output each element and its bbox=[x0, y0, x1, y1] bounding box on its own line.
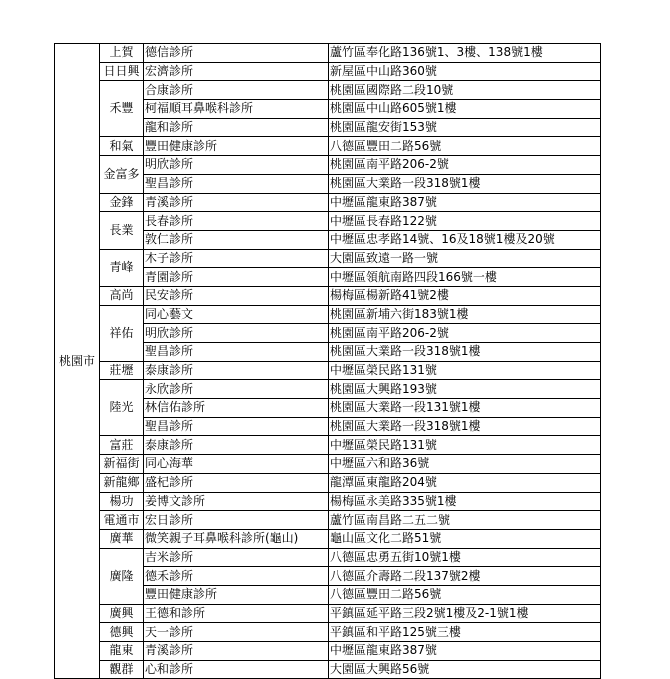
clinic-address-cell: 中壢區忠孝路14號、16及18號1樓及20號 bbox=[329, 230, 601, 249]
table-row bbox=[55, 642, 601, 661]
table-row bbox=[55, 305, 601, 324]
clinic-address-cell: 中壢區領航南路四段166號一樓 bbox=[329, 268, 601, 287]
clinic-address-cell: 八德區忠勇五街10號1樓 bbox=[329, 548, 601, 567]
clinic-address-cell: 龍潭區東龍路204號 bbox=[329, 473, 601, 492]
clinic-address-cell: 桃園區新埔六街183號1樓 bbox=[329, 305, 601, 324]
table-row bbox=[55, 529, 601, 548]
clinic-name-cell: 德禾診所 bbox=[144, 567, 329, 586]
clinic-name-cell: 微笑親子耳鼻喉科診所(龜山) bbox=[144, 529, 329, 548]
clinic-name-cell: 德信診所 bbox=[144, 44, 329, 63]
clinic-name-cell: 心和診所 bbox=[144, 660, 329, 679]
table-row bbox=[55, 436, 601, 455]
clinic-address-cell: 平鎮區和平路125號三樓 bbox=[329, 623, 601, 642]
clinic-address-cell: 中壢區長春路122號 bbox=[329, 212, 601, 231]
clinic-table-body bbox=[55, 44, 601, 679]
village-cell: 祥佑 bbox=[100, 305, 144, 361]
table-row bbox=[55, 623, 601, 642]
village-cell: 金鋒 bbox=[100, 193, 144, 212]
clinic-address-cell: 桃園區大興路193號 bbox=[329, 380, 601, 399]
clinic-address-cell: 蘆竹區南昌路二五二號 bbox=[329, 511, 601, 530]
clinic-address-cell: 桃園區龍安街153號 bbox=[329, 118, 601, 137]
village-cell: 龍東 bbox=[100, 642, 144, 661]
clinic-name-cell: 聖昌診所 bbox=[144, 343, 329, 362]
table-row bbox=[55, 44, 601, 63]
clinic-address-cell: 蘆竹區奉化路136號1、3樓、138號1樓 bbox=[329, 44, 601, 63]
village-cell: 莊壢 bbox=[100, 361, 144, 380]
clinic-name-cell: 敦仁診所 bbox=[144, 230, 329, 249]
village-cell: 金富多 bbox=[100, 156, 144, 193]
clinic-name-cell: 聖昌診所 bbox=[144, 174, 329, 193]
village-cell: 日日興 bbox=[100, 62, 144, 81]
table-row bbox=[55, 62, 601, 81]
clinic-address-cell: 楊梅區楊新路41號2樓 bbox=[329, 286, 601, 305]
clinic-address-cell: 中壢區龍東路387號 bbox=[329, 193, 601, 212]
clinic-name-cell: 宏日診所 bbox=[144, 511, 329, 530]
clinic-name-cell: 姜博文診所 bbox=[144, 492, 329, 511]
village-cell: 長業 bbox=[100, 212, 144, 249]
clinic-address-cell: 中壢區榮民路131號 bbox=[329, 361, 601, 380]
village-cell: 廣隆 bbox=[100, 548, 144, 604]
village-cell: 楊功 bbox=[100, 492, 144, 511]
clinic-name-cell: 王德和診所 bbox=[144, 604, 329, 623]
village-cell: 青峰 bbox=[100, 249, 144, 286]
clinic-address-cell: 桃園區大業路一段131號1樓 bbox=[329, 399, 601, 418]
clinic-name-cell: 青溪診所 bbox=[144, 642, 329, 661]
village-cell: 陸光 bbox=[100, 380, 144, 436]
clinic-address-cell: 桃園區中山路605號1樓 bbox=[329, 100, 601, 119]
table-row bbox=[55, 455, 601, 474]
table-row bbox=[55, 81, 601, 100]
clinic-name-cell: 豐田健康診所 bbox=[144, 585, 329, 604]
clinic-name-cell: 同心藝文 bbox=[144, 305, 329, 324]
clinic-name-cell: 豐田健康診所 bbox=[144, 137, 329, 156]
clinic-name-cell: 柯福順耳鼻喉科診所 bbox=[144, 100, 329, 119]
clinic-address-cell: 八德區豐田二路56號 bbox=[329, 585, 601, 604]
table-row bbox=[55, 548, 601, 567]
clinic-name-cell: 明欣診所 bbox=[144, 156, 329, 175]
table-row bbox=[55, 473, 601, 492]
village-cell: 新福街 bbox=[100, 455, 144, 474]
village-cell: 富莊 bbox=[100, 436, 144, 455]
table-row bbox=[55, 492, 601, 511]
clinic-name-cell: 林信佑診所 bbox=[144, 399, 329, 418]
clinic-address-cell: 中壢區六和路36號 bbox=[329, 455, 601, 474]
clinic-address-cell: 大園區致遠一路一號 bbox=[329, 249, 601, 268]
clinic-name-cell: 泰康診所 bbox=[144, 361, 329, 380]
clinic-address-cell: 桃園區南平路206-2號 bbox=[329, 324, 601, 343]
clinic-name-cell: 永欣診所 bbox=[144, 380, 329, 399]
clinic-name-cell: 聖昌診所 bbox=[144, 417, 329, 436]
clinic-name-cell: 青園診所 bbox=[144, 268, 329, 287]
village-cell: 高尚 bbox=[100, 286, 144, 305]
clinic-address-cell: 楊梅區永美路335號1樓 bbox=[329, 492, 601, 511]
clinic-name-cell: 龍和診所 bbox=[144, 118, 329, 137]
clinic-name-cell: 同心海華 bbox=[144, 455, 329, 474]
clinic-address-cell: 桃園區國際路二段10號 bbox=[329, 81, 601, 100]
village-cell: 禾豐 bbox=[100, 81, 144, 137]
village-cell: 德興 bbox=[100, 623, 144, 642]
clinic-address-cell: 桃園區南平路206-2號 bbox=[329, 156, 601, 175]
clinic-address-cell: 桃園區大業路一段318號1樓 bbox=[329, 343, 601, 362]
clinic-name-cell: 合康診所 bbox=[144, 81, 329, 100]
clinic-address-cell: 中壢區龍東路387號 bbox=[329, 642, 601, 661]
clinic-name-cell: 長春診所 bbox=[144, 212, 329, 231]
clinic-table bbox=[54, 43, 601, 679]
clinic-address-cell: 大園區大興路56號 bbox=[329, 660, 601, 679]
village-cell: 廣華 bbox=[100, 529, 144, 548]
clinic-name-cell: 青溪診所 bbox=[144, 193, 329, 212]
clinic-name-cell: 明欣診所 bbox=[144, 324, 329, 343]
village-cell: 和氣 bbox=[100, 137, 144, 156]
clinic-name-cell: 民安診所 bbox=[144, 286, 329, 305]
clinic-address-cell: 桃園區大業路一段318號1樓 bbox=[329, 417, 601, 436]
clinic-address-cell: 平鎮區延平路三段2號1樓及2-1號1樓 bbox=[329, 604, 601, 623]
table-row bbox=[55, 361, 601, 380]
village-cell: 廣興 bbox=[100, 604, 144, 623]
table-row bbox=[55, 137, 601, 156]
clinic-name-cell: 吉米診所 bbox=[144, 548, 329, 567]
table-row bbox=[55, 156, 601, 175]
clinic-address-cell: 龜山區文化二路51號 bbox=[329, 529, 601, 548]
clinic-address-cell: 八德區介壽路二段137號2樓 bbox=[329, 567, 601, 586]
village-cell: 新龍鄉 bbox=[100, 473, 144, 492]
clinic-address-cell: 新屋區中山路360號 bbox=[329, 62, 601, 81]
table-row bbox=[55, 511, 601, 530]
table-row bbox=[55, 193, 601, 212]
table-row bbox=[55, 604, 601, 623]
village-cell: 電通市 bbox=[100, 511, 144, 530]
city-cell: 桃園市 bbox=[55, 44, 100, 679]
clinic-address-cell: 桃園區大業路一段318號1樓 bbox=[329, 174, 601, 193]
village-cell: 觀群 bbox=[100, 660, 144, 679]
table-row bbox=[55, 212, 601, 231]
clinic-name-cell: 宏濟診所 bbox=[144, 62, 329, 81]
clinic-name-cell: 盛杞診所 bbox=[144, 473, 329, 492]
table-row bbox=[55, 286, 601, 305]
clinic-address-cell: 中壢區榮民路131號 bbox=[329, 436, 601, 455]
table-row bbox=[55, 249, 601, 268]
village-cell: 上賀 bbox=[100, 44, 144, 63]
clinic-name-cell: 泰康診所 bbox=[144, 436, 329, 455]
clinic-name-cell: 天一診所 bbox=[144, 623, 329, 642]
clinic-address-cell: 八德區豐田二路56號 bbox=[329, 137, 601, 156]
table-row bbox=[55, 380, 601, 399]
clinic-name-cell: 木子診所 bbox=[144, 249, 329, 268]
